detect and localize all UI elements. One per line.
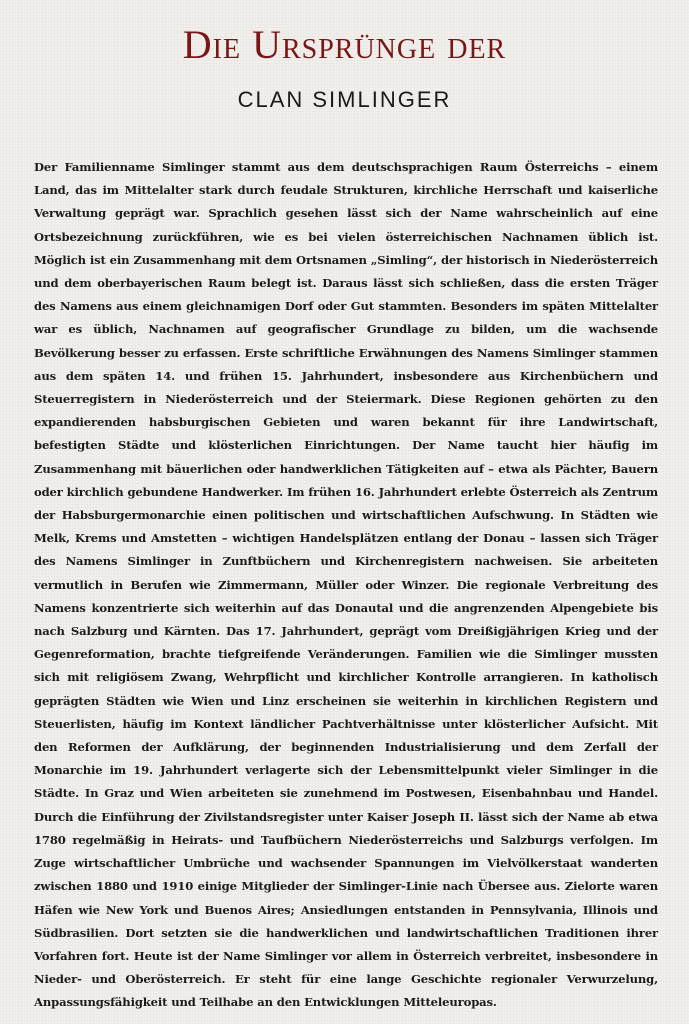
document-title: Die Ursprünge der [182, 22, 507, 67]
document-subtitle: CLAN SIMLINGER [237, 87, 452, 112]
body-paragraph: Der Familienname Simlinger stammt aus dem deutschsprachigen Raum Österreichs – einem Land, das im Mittelalter stark durch feudale Strukturen, kirchliche Herrschaft und kaiserliche Verwaltung geprägt war. Sprachlich gesehen lässt sich der Name wahrscheinlich auf eine Ortsbezeichnung zurückführen, wie es bei vielen österreichischen Nachnamen üblich ist. Möglich ist ein Zusammenhang mit dem Ortsnamen „Simling“, der historisch in Niederösterreich und dem oberbayerischen Raum belegt ist. Daraus lässt sich schließen, dass die ersten Träger des Namens aus einem gleichnamigen Dorf oder Gut stammten. Besonders im späten Mittelalter war es üblich, Nachnamen auf geografischer Grundlage zu bilden, um die wachsende Bevölkerung besser zu erfassen. Erste schriftliche Erwähnungen des Namens Simlinger stammen aus dem späten 14. und frühen 15. Jahrhundert, insbesondere aus Kirchenbüchern und Steuerregistern in Niederösterreich und der Steiermark. Diese Regionen gehörten zu den expandierenden habsburgischen Gebieten und waren bekannt für ihre Landwirtschaft, befestigten Städte und klösterlichen Einrichtungen. Der Name taucht hier häufig im Zusammenhang mit bäuerlichen oder handwerklichen Tätigkeiten auf – etwa als Pächter, Bauern oder kirchlich gebundene Handwerker. Im frühen 16. Jahrhundert erlebte Österreich als Zentrum der Habsburgermonarchie einen politischen und wirtschaftlichen Aufschwung. In Städten wie Melk, Krems und Amstetten – wichtigen Handelsplätzen entlang der Donau – lassen sich Träger des Namens Simlinger in Zunftbüchern und Kirchenregistern nachweisen. Sie arbeiteten vermutlich in Berufen wie Zimmermann, Müller oder Winzer. Die regionale Verbreitung des Namens konzentrierte sich weiterhin auf das Donautal und die angrenzenden Alpengebiete bis nach Salzburg und Kärnten. Das 17. Jahrhundert, geprägt vom Dreißigjährigen Krieg und der Gegenreformation, brachte tiefgreifende Veränderungen. Familien wie die Simlinger mussten sich mit religiösem Zwang, Wehrpflicht und kirchlicher Kontrolle arrangieren. In katholisch geprägten Städten wie Wien und Linz erscheinen sie weiterhin in kirchlichen Registern und Steuerlisten, häufig im Kontext ländlicher Pachtverhältnisse unter klösterlicher Aufsicht. Mit den Reformen der Aufklärung, der beginnenden Industrialisierung und dem Zerfall der Monarchie im 19. Jahrhundert verlagerte sich der Lebensmittelpunkt vieler Simlinger in die Städte. In Graz und Wien arbeiteten sie zunehmend im Postwesen, Eisenbahnbau und Handel. Durch die Einführung der Zivilstandsregister unter Kaiser Joseph II. lässt sich der Name ab etwa 1780 regelmäßig in Heirats- und Taufbüchern Niederösterreichs und Salzburgs verfolgen. Im Zuge wirtschaftlicher Umbrüche und wachsender Spannungen im Vielvölkerstaat wanderten zwischen 1880 und 1910 einige Mitglieder der Simlinger-Linie nach Übersee aus. Zielorte waren Häfen wie New York und Buenos Aires; Ansiedlungen entstanden in Pennsylvania, Illinois und Südbrasilien. Dort setzten sie die handwerklichen und landwirtschaftlichen Traditionen ihrer Vorfahren fort. Heute ist der Name Simlinger vor allem in Österreich verbreitet, insbesondere in Nieder- und Oberösterreich. Er steht für eine lange Geschichte regionaler Verwurzelung, Anpassungsfähigkeit und Teilhabe an den Entwicklungen Mitteleuropas. [34, 160, 659, 1010]
